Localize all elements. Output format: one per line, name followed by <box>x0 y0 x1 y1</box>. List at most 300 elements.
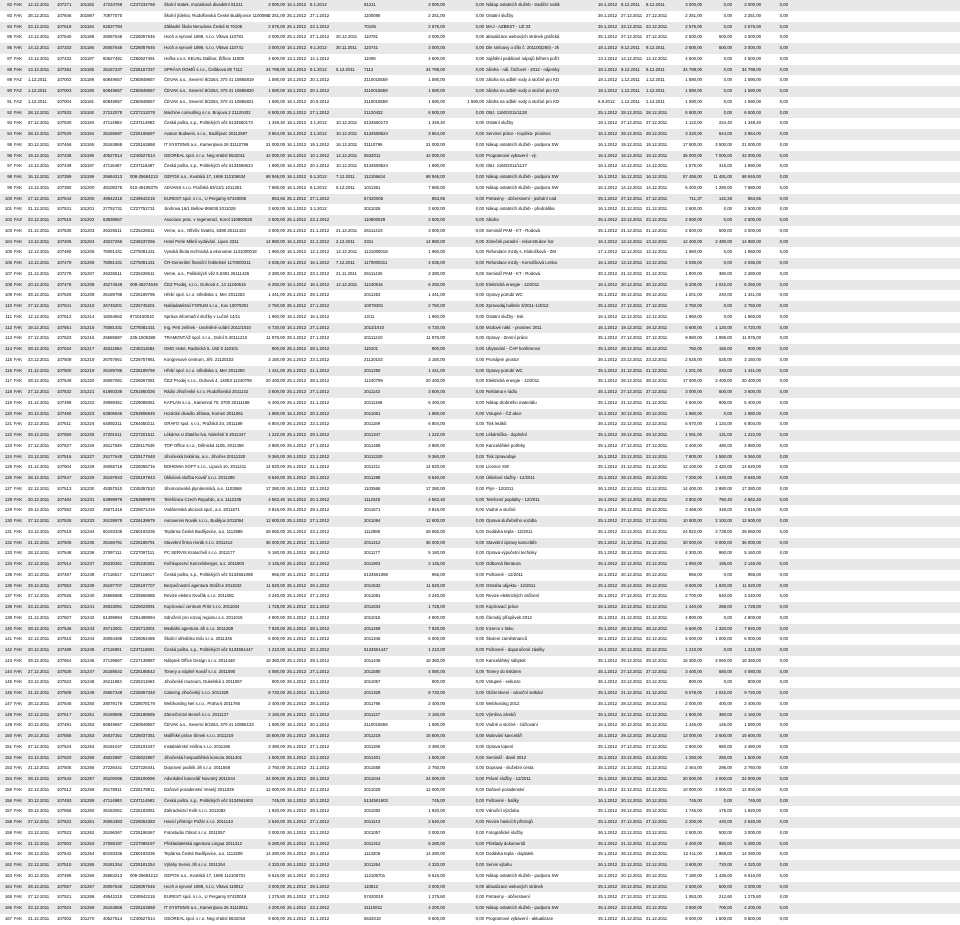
table-cell: 1 960,00 <box>428 313 445 319</box>
table-cell: 1 122,00 <box>685 120 702 126</box>
table-cell: CZ47114983 <box>130 120 155 126</box>
table-cell: CZ25671416 <box>130 507 155 513</box>
table-cell: 29.12.2011 <box>28 432 50 437</box>
table-cell: 0,00 <box>723 614 732 620</box>
table-cell: Stavební úpravy kanceláře <box>486 539 537 545</box>
table-cell: 4 500,00 <box>744 55 761 61</box>
table-cell: 1 728,00 <box>744 604 761 609</box>
table-cell: 107523 <box>57 829 72 835</box>
table-cell: 8 640,00 <box>268 475 285 480</box>
table-cell: 13.12.2011 <box>28 260 50 265</box>
table-cell: 48237256 <box>103 238 123 244</box>
table-cell: 2011177 <box>364 550 381 556</box>
table-cell: FAK <box>14 66 23 72</box>
table-cell: 0,00 <box>779 141 788 147</box>
table-cell: 29.12.2011 <box>646 657 668 663</box>
table-cell: Vstupné - ČZ akce <box>486 410 522 416</box>
table-cell: 2011312 <box>364 840 381 846</box>
table-cell: 107551 <box>57 324 72 330</box>
table-cell: 28.12.2011 <box>621 776 643 781</box>
table-cell: 110800028 <box>364 217 386 222</box>
table-cell: CZ26139979 <box>130 518 155 523</box>
table-cell: 1 280,00 <box>715 184 732 190</box>
table-cell: 25.1.2012 <box>598 399 618 405</box>
table-cell: 26.1.2012 <box>598 905 618 910</box>
table-cell: 23.12.2011 <box>621 829 643 835</box>
table-cell: CZ60627491 <box>130 55 155 61</box>
table-cell: 26.1.2012 <box>287 905 307 910</box>
table-cell: Kopírovací práce <box>486 604 519 609</box>
table-cell: 10 000,00 <box>682 786 702 792</box>
table-cell: 1 436,00 <box>715 872 732 878</box>
table-cell: 2 600,00 <box>428 206 445 212</box>
table-cell: 0,00 <box>779 421 788 427</box>
table-cell: FAK <box>14 754 23 760</box>
table-cell: 12.12.2011 <box>28 313 50 319</box>
table-cell: 27.1.2012 <box>310 12 330 18</box>
table-cell: Výměna zámků <box>486 711 516 717</box>
table-cell: 2011029 <box>364 786 381 792</box>
table-cell: 5 280,00 <box>428 840 445 846</box>
table-cell: 20.12.2011 <box>28 571 50 577</box>
table-cell: CZ26057646 <box>130 45 155 50</box>
table-cell: 0,00 <box>779 507 788 513</box>
table-cell: 296,00 <box>718 765 732 771</box>
table-cell: 15 600,00 <box>741 733 761 738</box>
table-cell: 760,40 <box>718 496 732 502</box>
table-cell: 1 042,00 <box>715 690 732 695</box>
table-cell: 16.1.2012 <box>287 141 307 147</box>
table-cell: 0,00 <box>779 700 788 706</box>
table-cell: 25.1.2012 <box>598 550 618 556</box>
table-cell: 0,00 <box>723 55 732 61</box>
table-cell: FAK <box>14 636 23 642</box>
table-cell: 18.1.2012 <box>598 88 618 93</box>
table-cell: FAK <box>14 883 23 889</box>
table-row <box>0 914 960 925</box>
table-cell: 8 678,00 <box>685 690 702 695</box>
table-cell: 956,00 <box>431 571 445 577</box>
table-cell: 117 <box>5 378 12 384</box>
table-cell: 16.1.2012 <box>287 131 307 136</box>
table-cell: 21120102 <box>364 356 383 362</box>
table-cell: 6 000,00 <box>268 636 285 642</box>
table-cell: 9 980,00 <box>685 335 702 341</box>
table-cell: 5.1.2012 <box>310 2 327 7</box>
table-row <box>0 602 960 613</box>
table-cell: 29.12.2011 <box>646 733 668 738</box>
table-cell: 22.12.2011 <box>621 862 643 867</box>
table-cell: 101263 <box>80 840 95 846</box>
table-cell: Vodné a stočné - zúčtování <box>486 722 538 728</box>
table-cell: 25.1.2012 <box>287 12 307 18</box>
table-cell: 1 590,00 <box>428 77 445 83</box>
table-cell: 96 <box>7 152 12 158</box>
table-cell: 42 000,00 <box>741 152 761 158</box>
table-row <box>0 54 960 65</box>
table-cell: 2011044 <box>364 776 381 781</box>
table-cell: 0,00 <box>475 550 484 556</box>
table-cell: 89 <box>7 77 12 83</box>
table-cell: 21.12.2011 <box>621 206 643 212</box>
table-cell: 240,00 <box>718 292 732 298</box>
table-cell: OBJ. 1160/2011/1127 <box>486 163 527 169</box>
table-cell: 68 946,00 <box>425 174 445 179</box>
table-cell: 107466 <box>57 141 72 147</box>
table-cell: 107530 <box>57 120 72 126</box>
table-cell: 21 000,00 <box>741 141 761 147</box>
table-cell: 0,00 <box>475 668 484 674</box>
table-cell: 0,00 <box>475 453 484 459</box>
table-cell: 23.12.2011 <box>646 679 668 685</box>
table-cell: CZ25177648 <box>130 453 155 459</box>
table-cell: 13.12.2011 <box>28 238 50 244</box>
table-cell: 1 590,00 <box>268 88 285 93</box>
table-cell: 26226511 <box>103 227 122 233</box>
table-cell: 20.1.2012 <box>598 270 618 276</box>
table-cell: 1 590,00 <box>268 98 285 104</box>
table-cell: Nákup ostatních služeb - tradiční svátk <box>486 2 560 7</box>
table-cell: 3.1.2012 <box>310 206 327 212</box>
table-cell: 21.1.2012 <box>310 227 330 233</box>
table-cell: 27.12.2011 <box>646 34 668 40</box>
table-cell: 11 976,00 <box>426 335 445 341</box>
table-cell: 101192 <box>80 109 95 115</box>
table-cell: 0,00 <box>475 647 484 652</box>
table-cell: 25.1.2012 <box>598 378 618 384</box>
table-cell: 880,00 <box>718 840 732 846</box>
table-cell: 101 <box>4 206 12 212</box>
table-cell: 2 600,00 <box>744 206 761 212</box>
table-cell: 27.1.2012 <box>310 593 330 599</box>
table-cell: 0,00 <box>475 883 484 889</box>
table-cell: 12.12.2011 <box>646 313 668 319</box>
table-cell: ČEVAK a.s., Severní 8/2264, 370 41 10865820 <box>164 88 254 93</box>
table-cell: 107528 <box>57 518 72 523</box>
table-cell: 25.1.2012 <box>598 743 618 749</box>
table-cell: 23.12.2011 <box>28 528 50 534</box>
table-cell: 0,00 <box>779 399 788 405</box>
table-cell: 25.1.2012 <box>598 883 618 889</box>
table-cell: 101165 <box>80 141 95 147</box>
table-cell: 153 <box>4 765 12 771</box>
table-cell: 47114983 <box>103 797 122 803</box>
table-row <box>0 140 960 151</box>
table-cell: 29.12.2011 <box>28 292 50 298</box>
table-cell: 68 946,00 <box>265 174 285 179</box>
table-cell: 112106701 <box>364 872 386 878</box>
table-cell: CZ26100096 <box>130 776 155 781</box>
table-cell: 26.1.2012 <box>598 711 618 717</box>
table-cell: 4 200,00 <box>744 905 761 910</box>
table-cell: 22.12.2011 <box>621 786 643 792</box>
table-cell: 26064383 <box>103 819 123 824</box>
table-cell: 26.1.2012 <box>598 528 618 534</box>
table-cell: 1 063,00 <box>685 894 702 900</box>
table-cell: 14 520,00 <box>425 464 445 470</box>
table-cell: 0,00 <box>779 679 788 685</box>
table-cell: 101199 <box>80 174 95 179</box>
table-cell: 20.12.2011 <box>621 281 643 287</box>
table-cell: 18 360,00 <box>265 657 285 663</box>
table-cell: 17.1.2012 <box>598 249 618 255</box>
table-cell: 29.12.2011 <box>28 657 50 663</box>
table-cell: 2011061 <box>364 410 381 416</box>
table-cell: 16.1.2012 <box>598 313 618 319</box>
table-cell: 107406 <box>57 238 72 244</box>
table-cell: Nákup ostatních služeb - podpora SW <box>486 905 559 910</box>
table-cell: 3 240,00 <box>268 593 285 599</box>
table-cell: 103 <box>4 227 12 233</box>
table-cell: 12.12.2011 <box>336 281 358 287</box>
table-cell: CZ27226441 <box>130 765 155 771</box>
table-cell: 25671416 <box>103 507 123 513</box>
table-cell: 3 000,00 <box>268 829 285 835</box>
table-row <box>0 817 960 828</box>
table-cell: Opravy potrubí WC <box>486 367 523 373</box>
table-cell: CZ26054485 <box>130 636 155 642</box>
table-cell: 23.12.2011 <box>646 604 668 609</box>
table-cell: 0,00 <box>475 507 484 513</box>
table-cell: 28.12.2011 <box>621 625 643 631</box>
table-cell: 1 960,00 <box>268 249 285 255</box>
table-cell: 107535 <box>57 227 72 233</box>
table-cell: 2.12.2011 <box>336 238 355 244</box>
table-row <box>0 559 960 570</box>
table-cell: 22.12.2011 <box>646 711 668 717</box>
table-cell: 0,00 <box>779 647 788 652</box>
table-cell: 4 500,00 <box>685 399 702 405</box>
table-cell: 2 500,00 <box>744 217 761 222</box>
table-row <box>0 720 960 731</box>
table-cell: 26.1.2012 <box>287 23 307 29</box>
table-cell: Refundace mzdy - Konvičková Lenka <box>486 260 557 265</box>
table-cell: 25.1.2012 <box>287 432 307 437</box>
table-cell: 20 400,00 <box>741 378 761 384</box>
table-row <box>0 731 960 742</box>
table-cell: Poštovné - balíky <box>486 797 519 803</box>
table-cell: 0,00 <box>475 528 484 534</box>
table-cell: 288,00 <box>718 604 732 609</box>
table-cell: 20.1.2012 <box>310 88 330 93</box>
table-cell: 25.1.2012 <box>287 894 307 900</box>
table-cell: 3 400,00 <box>715 378 732 384</box>
table-cell: 2011142 <box>364 389 381 394</box>
table-cell: 21.12.2011 <box>621 614 643 620</box>
table-cell: 3110015559 <box>364 88 388 93</box>
table-cell: 107003 <box>57 88 72 93</box>
table-cell: 20.12.2011 <box>646 410 668 416</box>
table-cell: 13.12.2011 <box>646 238 668 244</box>
table-cell: 16.12.2011 <box>621 174 643 179</box>
table-cell: 21.12.2011 <box>621 270 643 276</box>
table-cell: Inzerce v tisku <box>486 625 514 631</box>
table-cell: 0,00 <box>779 786 788 792</box>
table-cell: 2 145,00 <box>428 561 445 566</box>
table-cell: 0,00 <box>779 625 788 631</box>
table-cell: FAK <box>14 776 23 781</box>
table-row <box>0 753 960 764</box>
table-cell: 107532 <box>57 389 72 394</box>
table-cell: 0,00 <box>723 98 732 104</box>
table-cell: 25.1.2012 <box>598 690 618 695</box>
table-cell: CZ25189786 <box>130 367 155 373</box>
table-cell: 0,00 <box>779 614 788 620</box>
table-cell: 1.12.2011 <box>28 88 47 93</box>
table-cell: 956,00 <box>271 571 285 577</box>
table-cell: 28.12.2011 <box>621 550 643 556</box>
table-cell: 224,40 <box>718 120 732 126</box>
table-cell: 0,00 <box>779 23 788 29</box>
table-cell: 0,00 <box>475 905 484 910</box>
table-cell: Vodárenská akciová spol., a.s. 2011671 <box>164 507 240 513</box>
table-cell: 101243 <box>80 625 95 631</box>
table-cell: 101230 <box>80 485 95 491</box>
table-cell: 21.12.2011 <box>336 227 358 233</box>
table-cell: 9.12.2011 <box>621 45 640 50</box>
table-cell: 3 060,00 <box>715 657 732 663</box>
table-cell: 0,00 <box>475 829 484 835</box>
table-cell: 11240616 <box>364 281 383 287</box>
table-cell: 0,00 <box>779 797 788 803</box>
table-cell: 158 <box>4 819 12 824</box>
table-cell: 20.12.2011 <box>28 647 50 652</box>
table-cell: Webhosting Net s.r.o., Praha 5 2011766 <box>164 700 241 706</box>
table-cell: 21.12.2011 <box>646 227 668 233</box>
table-cell: 151 <box>4 743 12 749</box>
table-row <box>0 172 960 183</box>
table-cell: 28.12.2011 <box>28 550 50 556</box>
table-cell: FAK <box>14 797 23 803</box>
table-cell: Poštovné - doporučené zásilky <box>486 647 545 652</box>
table-cell: 8 640,00 <box>744 475 761 480</box>
table-cell: 115 <box>5 356 12 362</box>
table-cell: 21.1.2012 <box>310 614 330 620</box>
table-cell: 26.1.2012 <box>598 636 618 642</box>
table-cell: 800,00 <box>271 679 285 685</box>
table-cell: 107524 <box>57 743 72 749</box>
table-cell: 28.1.2012 <box>310 851 330 857</box>
table-cell: 101191 <box>80 98 95 104</box>
table-cell: 27.1.2012 <box>310 389 330 394</box>
table-cell: 107545 <box>57 700 72 706</box>
table-cell: FAK <box>14 346 23 351</box>
table-cell: 110 <box>5 303 12 308</box>
table-cell: 27.1.2012 <box>310 518 330 523</box>
table-cell: 23.12.2011 <box>621 604 643 609</box>
table-cell: 101210 <box>80 303 95 308</box>
table-cell: 21.1.2012 <box>310 915 330 921</box>
table-cell: 0,00 <box>779 303 788 308</box>
table-cell: CZ61860336 <box>130 389 155 394</box>
table-cell: CZ47116487 <box>130 163 155 169</box>
table-cell: Poštovné - 12/2011 <box>486 571 523 577</box>
table-cell: 23.12.2011 <box>28 604 50 609</box>
table-cell: 28.12.2011 <box>646 109 668 115</box>
table-cell: 23.1.2012 <box>310 754 330 760</box>
table-cell: 25.1.2012 <box>598 475 618 480</box>
table-cell: 97 <box>7 163 12 169</box>
table-cell: 1 210,00 <box>685 647 702 652</box>
table-cell: 0,00 <box>475 260 484 265</box>
table-cell: 2 750,00 <box>268 303 285 308</box>
table-cell: 29.12.2011 <box>646 432 668 437</box>
table-cell: 26057646 <box>103 45 123 50</box>
table-cell: 25.1.2012 <box>598 700 618 706</box>
table-cell: 14 280,00 <box>265 851 285 857</box>
table-cell: 6 720,00 <box>744 324 761 330</box>
table-cell: CZ60193336 <box>130 851 155 857</box>
table-cell: FAK <box>14 819 23 824</box>
table-cell: 1112986 <box>364 528 381 534</box>
table-cell: 34 798,00 <box>741 66 761 72</box>
table-cell: 2011219 <box>364 733 381 738</box>
table-cell: 0,00 <box>475 346 484 351</box>
table-cell: 21.12.2011 <box>621 840 643 846</box>
table-cell: 3 000,00 <box>428 45 445 50</box>
table-cell: 12 411,00 <box>683 851 702 857</box>
table-cell: 21.1.2012 <box>310 464 330 470</box>
table-cell: 6 400,00 <box>685 184 702 190</box>
table-cell: 27.12.2011 <box>621 442 643 448</box>
table-row <box>0 376 960 387</box>
table-cell: 107515 <box>57 636 72 642</box>
table-cell: 26.1.2012 <box>287 754 307 760</box>
table-cell: FAK <box>14 722 23 728</box>
table-cell: 5.12.2011 <box>336 66 355 72</box>
table-cell: 1.12.2011 <box>28 98 47 104</box>
table-cell: 26.1.2012 <box>598 23 618 29</box>
table-cell: 22.12.2011 <box>28 421 50 427</box>
table-cell: 160 <box>4 840 12 846</box>
table-cell: 900,00 <box>747 346 761 351</box>
table-row <box>0 634 960 645</box>
table-cell: 25.1.2012 <box>287 840 307 846</box>
table-cell: 23.1.2012 <box>310 270 330 276</box>
table-cell: 107487 <box>57 571 72 577</box>
table-cell: 21.1.2012 <box>310 539 330 545</box>
table-cell: 101268 <box>80 894 95 900</box>
table-cell: 16.12.2011 <box>28 174 50 179</box>
table-cell: 2011412 <box>364 539 381 545</box>
table-cell: 2011253 <box>364 292 381 298</box>
table-cell: FAK <box>14 679 23 685</box>
table-cell: 0,00 <box>723 303 732 308</box>
table-cell: 0,00 <box>475 894 484 900</box>
table-cell: ČR-Generální finanční ředitelství 1170000311 <box>164 260 251 265</box>
table-cell: 0,00 <box>475 34 484 40</box>
table-cell: 22.12.2011 <box>621 485 643 491</box>
table-cell: 0,00 <box>779 765 788 771</box>
table-cell: 16.1.2012 <box>598 184 618 190</box>
table-cell: 28.12.2011 <box>28 625 50 631</box>
table-cell: 101182 <box>80 2 95 7</box>
table-cell: 12.12.2011 <box>646 249 668 255</box>
table-cell: 28.1.2012 <box>310 776 330 781</box>
table-cell: 8 616,00 <box>428 872 445 878</box>
table-cell: 101244 <box>80 636 95 642</box>
table-cell: 36 000,00 <box>425 539 445 545</box>
table-cell: 45022887 <box>103 754 123 760</box>
table-cell: 20.12.2011 <box>646 571 668 577</box>
table-cell: 3 600,00 <box>744 389 761 394</box>
table-cell: 107552 <box>57 507 72 513</box>
table-cell: 16.1.2012 <box>598 281 618 287</box>
table-cell: 27139867 <box>103 657 123 663</box>
table-cell: 27.1.2012 <box>310 668 330 674</box>
table-cell: aktualizace webových stránek <box>486 883 544 889</box>
table-row <box>0 269 960 280</box>
